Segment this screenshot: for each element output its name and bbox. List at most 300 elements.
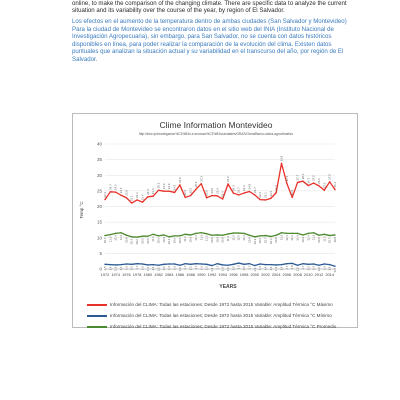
data-point bbox=[195, 189, 196, 190]
data-point bbox=[115, 191, 116, 192]
data-point bbox=[222, 198, 223, 199]
data-label: 10.3 bbox=[167, 238, 172, 245]
data-label: 1.6 bbox=[172, 266, 177, 271]
data-point bbox=[126, 263, 127, 264]
data-label: 22.2 bbox=[258, 191, 263, 198]
data-label: 23.7 bbox=[236, 187, 241, 193]
data-point bbox=[297, 265, 298, 266]
data-point bbox=[254, 265, 255, 266]
data-point bbox=[190, 195, 191, 196]
data-point bbox=[104, 199, 105, 200]
data-label: 1.2 bbox=[177, 267, 182, 272]
data-point bbox=[174, 263, 175, 264]
legend-item-max bbox=[87, 299, 355, 310]
data-label: 11.1 bbox=[151, 236, 156, 242]
data-label: 27.3 bbox=[199, 176, 204, 182]
data-point bbox=[281, 163, 282, 164]
data-point bbox=[185, 197, 186, 198]
data-point bbox=[329, 235, 330, 236]
data-label: 10.9 bbox=[188, 236, 193, 243]
data-label: 10.6 bbox=[258, 237, 263, 244]
y-tick-label: 15 bbox=[96, 219, 102, 225]
data-point bbox=[217, 195, 218, 196]
data-point bbox=[147, 235, 148, 236]
data-point bbox=[286, 263, 287, 264]
data-label: 33.8 bbox=[279, 155, 284, 162]
data-label: 10.6 bbox=[156, 237, 161, 244]
data-point bbox=[163, 234, 164, 235]
y-axis-label: Temp °C bbox=[79, 201, 84, 219]
data-label: 11.6 bbox=[311, 234, 316, 241]
data-point bbox=[243, 264, 244, 265]
data-point bbox=[185, 234, 186, 235]
data-label: 1.6 bbox=[311, 266, 316, 271]
data-point bbox=[275, 192, 276, 193]
data-point bbox=[259, 263, 260, 264]
data-point bbox=[249, 191, 250, 192]
data-point bbox=[163, 190, 164, 191]
data-label: 27.7 bbox=[295, 174, 300, 181]
data-point bbox=[324, 190, 325, 191]
data-point bbox=[136, 236, 137, 237]
data-label: 0.9 bbox=[333, 268, 337, 273]
legend-label-min: Información del CLIMA: Todas las estaciones; Desde 1972 hasta 2015 Variable: Amplitud Térmica °C Mínimo bbox=[110, 313, 332, 318]
data-point bbox=[313, 232, 314, 233]
data-point bbox=[131, 236, 132, 237]
data-label: 10.7 bbox=[263, 237, 268, 244]
x-axis-label: YEARS bbox=[219, 284, 237, 290]
x-tick-label: 1972 bbox=[100, 272, 110, 277]
data-point bbox=[297, 182, 298, 183]
x-tick-label: 2004 bbox=[271, 272, 281, 277]
data-label: 1.4 bbox=[108, 266, 113, 271]
data-label: 22.4 bbox=[220, 191, 225, 197]
data-point bbox=[158, 190, 159, 191]
data-label: 24.6 bbox=[113, 184, 118, 191]
data-point bbox=[179, 265, 180, 266]
data-point bbox=[195, 233, 196, 234]
data-label: 11.4 bbox=[295, 235, 300, 241]
data-label: 23.1 bbox=[145, 189, 150, 195]
data-point bbox=[206, 197, 207, 198]
data-point bbox=[227, 233, 228, 234]
data-point bbox=[126, 235, 127, 236]
data-label: 1.7 bbox=[247, 265, 252, 270]
data-label: 10.8 bbox=[220, 237, 225, 243]
data-label: 11.4 bbox=[306, 235, 311, 241]
data-label: 11.4 bbox=[193, 235, 198, 241]
data-label: 1.3 bbox=[145, 266, 150, 271]
x-tick-label: 1996 bbox=[229, 272, 238, 277]
data-point bbox=[115, 264, 116, 265]
data-label: 1.4 bbox=[327, 266, 332, 271]
data-label: 23.3 bbox=[151, 188, 156, 195]
data-point bbox=[302, 234, 303, 235]
spanish-paragraph: Los efectos en el aumento de la temperatura dentro de ambas ciudades (San Salvador y Montevideo) Para la ciudad de Montevideo se encontraron datos en el sitio web del INIA (Instituto Nacional de Investigación Agropecuaria), sin embargo, para San Salvador, no se cuenta con datos históricos disponibles en línea, para poder realizar la comparación de la evolución del clima. Existen datos puntuales que analizan la situación actual y su variabilidad en el transcurso del año, por región de El Salvador. bbox=[72, 18, 347, 63]
data-label: 24.3 bbox=[231, 185, 236, 192]
data-label: 24.8 bbox=[247, 183, 252, 190]
climate-chart-figure bbox=[72, 113, 358, 328]
data-label: 1.2 bbox=[226, 267, 231, 272]
data-point bbox=[110, 264, 111, 265]
x-tick-label: 2012 bbox=[314, 272, 324, 277]
data-label: 11.5 bbox=[236, 235, 241, 241]
data-point bbox=[233, 264, 234, 265]
data-label: 1.7 bbox=[183, 265, 188, 270]
data-point bbox=[115, 233, 116, 234]
x-tick-label: 1988 bbox=[186, 272, 195, 277]
data-point bbox=[104, 235, 105, 236]
data-point bbox=[201, 232, 202, 233]
y-tick-label: 20 bbox=[96, 204, 102, 209]
data-point bbox=[222, 235, 223, 236]
data-label: 24.5 bbox=[172, 184, 177, 191]
data-point bbox=[265, 199, 266, 200]
data-label: 1.4 bbox=[263, 266, 268, 271]
data-label: 1.7 bbox=[193, 265, 198, 270]
data-label: 27.9 bbox=[327, 174, 332, 180]
chart-title: Clime Information Montevideo bbox=[159, 120, 273, 130]
data-point bbox=[142, 235, 143, 236]
data-label: 22.8 bbox=[204, 190, 209, 196]
data-point bbox=[168, 190, 169, 191]
data-label: 24.3 bbox=[242, 185, 247, 192]
data-point bbox=[190, 234, 191, 235]
data-point bbox=[259, 235, 260, 236]
data-label: 10.9 bbox=[215, 236, 220, 243]
data-point bbox=[174, 192, 175, 193]
data-point bbox=[179, 235, 180, 236]
data-point bbox=[297, 233, 298, 234]
data-label: 11.6 bbox=[119, 234, 124, 241]
data-point bbox=[318, 265, 319, 266]
data-label: 1.5 bbox=[242, 266, 247, 271]
data-label: 10.9 bbox=[161, 236, 166, 243]
data-label: 10.7 bbox=[327, 237, 332, 244]
data-label: 10.5 bbox=[140, 238, 145, 244]
data-label: 10.3 bbox=[252, 238, 257, 245]
chart-legend bbox=[87, 299, 355, 332]
data-point bbox=[120, 232, 121, 233]
climate-line-chart bbox=[73, 114, 359, 329]
data-point bbox=[292, 197, 293, 198]
data-label: 11.4 bbox=[290, 235, 295, 241]
data-label: 1.7 bbox=[215, 265, 220, 270]
data-label: 24.9 bbox=[167, 183, 172, 190]
data-point bbox=[270, 198, 271, 199]
data-label: 1.6 bbox=[322, 266, 327, 271]
data-label: 23.5 bbox=[209, 187, 214, 194]
data-point bbox=[147, 196, 148, 197]
x-tick-label: 1980 bbox=[143, 272, 153, 277]
chart-source-url: http://inia.uy/investigacion%C3%B3n-e-innovaci%C3%B3n/unidades/GRAS/Clima/Banco-datos-agroclimatico bbox=[138, 132, 294, 136]
data-label: 10.2 bbox=[135, 239, 140, 245]
data-point bbox=[158, 235, 159, 236]
data-point bbox=[254, 236, 255, 237]
legend-item-avg bbox=[87, 321, 355, 332]
data-point bbox=[201, 263, 202, 264]
data-point bbox=[233, 232, 234, 233]
data-label: 1.2 bbox=[295, 267, 300, 272]
data-label: 22.1 bbox=[135, 192, 140, 198]
data-point bbox=[308, 264, 309, 265]
data-point bbox=[168, 236, 169, 237]
data-point bbox=[152, 264, 153, 265]
data-label: 21.1 bbox=[129, 195, 134, 202]
data-label: 1.4 bbox=[268, 266, 273, 271]
data-point bbox=[152, 195, 153, 196]
data-label: 25.2 bbox=[156, 182, 161, 189]
x-tick-label: 1984 bbox=[164, 272, 174, 277]
data-point bbox=[238, 262, 239, 263]
series-line-2 bbox=[105, 233, 335, 237]
data-point bbox=[206, 264, 207, 265]
data-point bbox=[334, 265, 335, 266]
data-point bbox=[206, 233, 207, 234]
x-tick-label: 1998 bbox=[239, 272, 249, 277]
data-point bbox=[324, 234, 325, 235]
data-point bbox=[142, 263, 143, 264]
data-label: 23.7 bbox=[252, 187, 257, 193]
x-tick-label: 1978 bbox=[132, 272, 142, 277]
data-point bbox=[270, 236, 271, 237]
data-point bbox=[217, 234, 218, 235]
data-label: 11.6 bbox=[279, 234, 284, 241]
data-label: 1.5 bbox=[161, 266, 166, 271]
data-point bbox=[318, 185, 319, 186]
data-label: 10.8 bbox=[124, 237, 129, 243]
data-point bbox=[147, 264, 148, 265]
legend-swatch-avg bbox=[87, 326, 107, 328]
x-tick-label: 2002 bbox=[261, 272, 270, 277]
x-tick-label: 1994 bbox=[218, 272, 228, 277]
data-point bbox=[131, 264, 132, 265]
data-point bbox=[211, 195, 212, 196]
legend-label-max: Información del CLIMA: Todas las estaciones; Desde 1972 hasta 2015 Variable: Amplitud Térmica °C Máximo bbox=[110, 302, 333, 307]
data-point bbox=[254, 194, 255, 195]
data-label: 11.1 bbox=[322, 236, 327, 242]
data-label: 1.4 bbox=[119, 266, 124, 271]
data-label: 10.4 bbox=[268, 238, 273, 245]
data-label: 24.9 bbox=[161, 183, 166, 190]
data-label: 1.5 bbox=[103, 266, 107, 271]
data-point bbox=[190, 264, 191, 265]
data-label: 28.1 bbox=[300, 173, 305, 180]
x-tick-label: 1992 bbox=[207, 272, 217, 277]
data-label: 1.7 bbox=[300, 265, 305, 270]
data-label: 25.5 bbox=[193, 181, 198, 188]
data-label: 22.9 bbox=[183, 189, 188, 196]
x-tick-label: 1986 bbox=[175, 272, 185, 277]
data-label: 11.4 bbox=[242, 235, 247, 241]
data-point bbox=[286, 183, 287, 184]
data-point bbox=[265, 235, 266, 236]
data-point bbox=[281, 264, 282, 265]
data-label: 1.6 bbox=[258, 266, 263, 271]
x-tick-label: 1974 bbox=[111, 272, 121, 277]
data-point bbox=[275, 264, 276, 265]
legend-swatch-max bbox=[87, 304, 107, 306]
data-point bbox=[292, 263, 293, 264]
data-label: 26.7 bbox=[306, 177, 311, 184]
data-label: 11.6 bbox=[199, 234, 204, 241]
data-label: 11.4 bbox=[284, 235, 289, 241]
data-point bbox=[168, 263, 169, 264]
data-label: 25.2 bbox=[322, 182, 327, 189]
data-point bbox=[185, 263, 186, 264]
data-label: 1.3 bbox=[274, 266, 279, 271]
data-point bbox=[286, 233, 287, 234]
data-label: 1.4 bbox=[151, 266, 156, 271]
data-label: 1.1 bbox=[209, 267, 214, 272]
data-point bbox=[136, 199, 137, 200]
data-label: 10.7 bbox=[103, 237, 107, 244]
data-point bbox=[275, 235, 276, 236]
data-label: 1.7 bbox=[135, 265, 140, 270]
data-label: 1.6 bbox=[140, 266, 145, 271]
data-point bbox=[174, 235, 175, 236]
data-label: 22.8 bbox=[124, 190, 129, 196]
data-point bbox=[329, 264, 330, 265]
data-label: 11.2 bbox=[226, 236, 231, 242]
data-point bbox=[131, 202, 132, 203]
data-point bbox=[227, 183, 228, 184]
x-tick-label: 2010 bbox=[303, 272, 313, 277]
data-label: 24.7 bbox=[108, 184, 113, 190]
data-label: 25.4 bbox=[333, 181, 337, 188]
data-point bbox=[217, 263, 218, 264]
data-label: 10.8 bbox=[274, 237, 279, 243]
data-point bbox=[227, 265, 228, 266]
data-point bbox=[126, 197, 127, 198]
data-label: 1.6 bbox=[199, 266, 204, 271]
data-label: 11.4 bbox=[113, 235, 118, 241]
data-label: 1.1 bbox=[252, 267, 257, 272]
data-point bbox=[259, 199, 260, 200]
data-point bbox=[313, 263, 314, 264]
data-label: 1.2 bbox=[156, 267, 161, 272]
x-tick-label: 1990 bbox=[196, 272, 206, 277]
data-point bbox=[104, 264, 105, 265]
data-label: 11.5 bbox=[231, 235, 236, 241]
data-point bbox=[324, 263, 325, 264]
data-label: 10.8 bbox=[209, 237, 214, 243]
x-tick-label: 2006 bbox=[282, 272, 292, 277]
data-point bbox=[249, 263, 250, 264]
data-label: 11.3 bbox=[204, 235, 209, 242]
data-point bbox=[292, 233, 293, 234]
data-label: 1.2 bbox=[316, 267, 321, 272]
data-point bbox=[318, 235, 319, 236]
data-label: 22.9 bbox=[290, 189, 295, 196]
data-label: 22.1 bbox=[263, 192, 268, 198]
data-point bbox=[238, 232, 239, 233]
data-label: 1.5 bbox=[129, 266, 134, 271]
data-point bbox=[265, 264, 266, 265]
x-tick-label: 1982 bbox=[154, 272, 163, 277]
data-label: 1.5 bbox=[188, 266, 193, 271]
data-point bbox=[334, 189, 335, 190]
data-label: 10.5 bbox=[145, 238, 150, 244]
data-label: 11.0 bbox=[108, 236, 113, 243]
data-label: 1.6 bbox=[124, 266, 129, 271]
data-point bbox=[249, 235, 250, 236]
data-point bbox=[120, 264, 121, 265]
data-point bbox=[302, 180, 303, 181]
x-tick-label: 2008 bbox=[293, 272, 302, 277]
data-label: 23.4 bbox=[215, 188, 220, 194]
data-label: 10.9 bbox=[300, 236, 305, 243]
data-label: 26.6 bbox=[316, 178, 321, 184]
data-point bbox=[329, 181, 330, 182]
data-label: 26.9 bbox=[177, 177, 182, 183]
data-label: 10.8 bbox=[247, 237, 252, 243]
data-point bbox=[110, 234, 111, 235]
data-point bbox=[179, 184, 180, 185]
data-point bbox=[302, 263, 303, 264]
data-point bbox=[308, 233, 309, 234]
data-point bbox=[211, 235, 212, 236]
data-point bbox=[270, 264, 271, 265]
x-tick-label: 1976 bbox=[122, 272, 131, 277]
data-label: 27.2 bbox=[226, 176, 231, 182]
y-tick-label: 10 bbox=[96, 235, 102, 241]
data-point bbox=[201, 183, 202, 184]
data-label: 22.2 bbox=[103, 191, 107, 198]
data-label: 1.9 bbox=[236, 265, 241, 270]
y-tick-label: 35 bbox=[96, 157, 102, 163]
data-point bbox=[222, 264, 223, 265]
data-point bbox=[152, 234, 153, 235]
data-label: 21.4 bbox=[140, 194, 145, 201]
data-point bbox=[243, 233, 244, 234]
data-label: 23.5 bbox=[188, 187, 193, 194]
x-tick-label: 2014 bbox=[325, 272, 334, 277]
data-point bbox=[142, 201, 143, 202]
data-label: 10.6 bbox=[177, 237, 182, 244]
data-label: 27.4 bbox=[284, 175, 289, 182]
y-tick-label: 30 bbox=[96, 172, 102, 178]
data-label: 1.6 bbox=[167, 266, 172, 271]
data-point bbox=[233, 192, 234, 193]
data-point bbox=[243, 192, 244, 193]
data-label: 23.6 bbox=[119, 187, 124, 194]
data-label: 24.4 bbox=[274, 185, 279, 191]
data-label: 1.5 bbox=[204, 266, 209, 271]
data-point bbox=[195, 263, 196, 264]
data-point bbox=[110, 191, 111, 192]
data-point bbox=[313, 182, 314, 183]
legend-swatch-min bbox=[87, 315, 107, 317]
data-point bbox=[211, 265, 212, 266]
data-label: 1.8 bbox=[290, 265, 295, 270]
y-tick-label: 5 bbox=[99, 250, 102, 256]
data-label: 10.3 bbox=[129, 238, 134, 245]
data-point bbox=[281, 232, 282, 233]
legend-item-min bbox=[87, 310, 355, 321]
y-tick-label: 25 bbox=[96, 188, 102, 194]
data-label: 10.6 bbox=[172, 237, 177, 244]
data-label: 1.3 bbox=[113, 266, 118, 271]
data-label: 27.5 bbox=[311, 175, 316, 182]
y-tick-label: 0 bbox=[99, 266, 102, 272]
data-point bbox=[238, 194, 239, 195]
y-tick-label: 40 bbox=[96, 141, 102, 147]
data-label: 11.1 bbox=[183, 236, 188, 242]
data-label: 10.8 bbox=[316, 237, 321, 243]
data-point bbox=[120, 195, 121, 196]
data-label: 1.4 bbox=[279, 266, 284, 271]
